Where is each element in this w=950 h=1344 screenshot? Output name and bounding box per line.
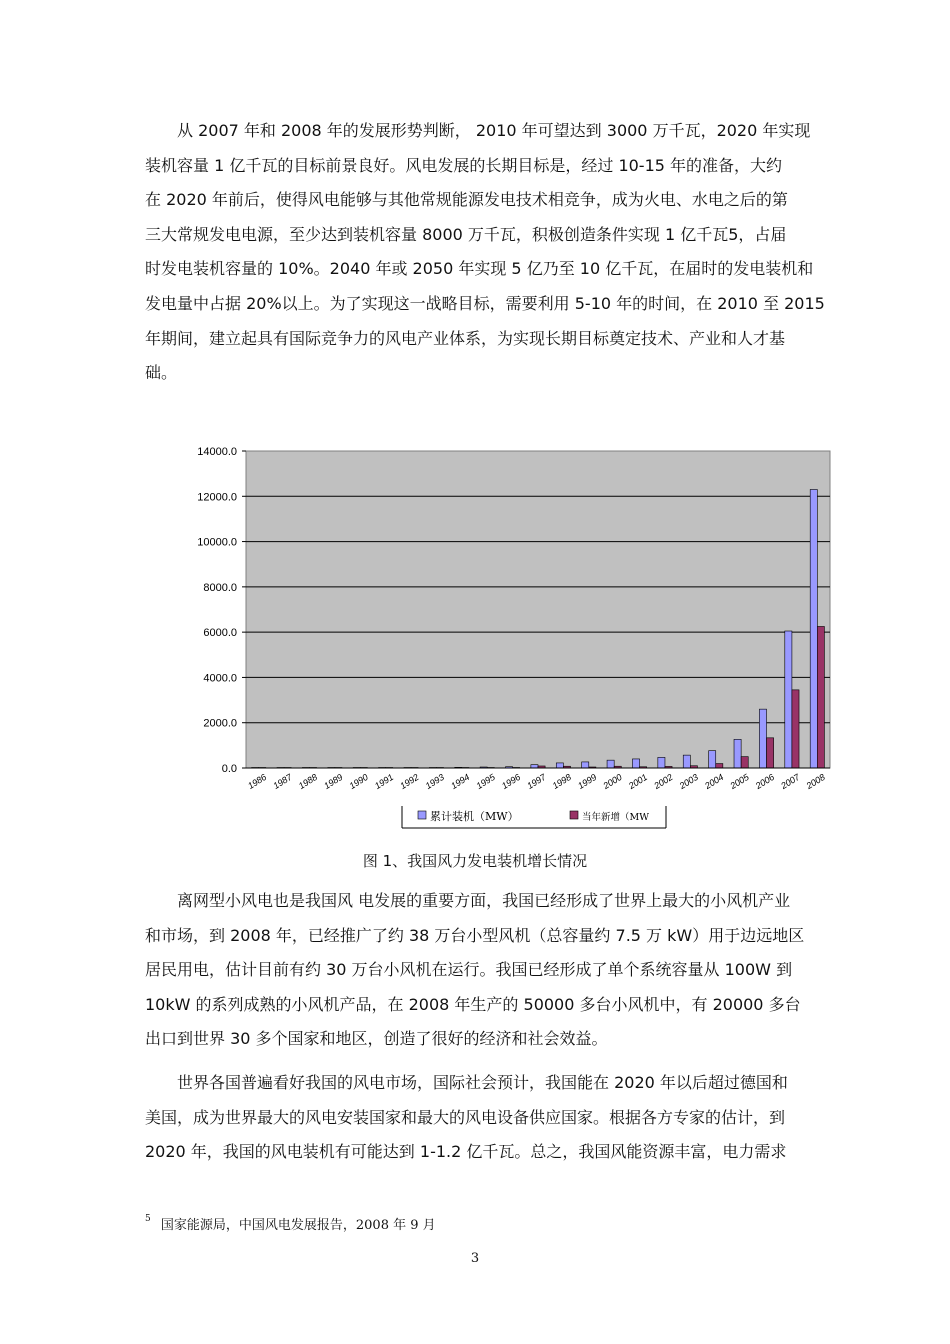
y-tick-label: 12000.0: [197, 491, 237, 504]
wind-capacity-bar-chart: [180, 438, 840, 838]
x-tick-label: 2004: [703, 771, 726, 792]
plot-area: [246, 451, 830, 768]
x-tick-label: 2003: [677, 771, 700, 792]
x-tick-label: 1997: [525, 771, 548, 792]
bar-cumulative: [759, 709, 766, 768]
text-line: 世界各国普遍看好我国的风电市场，国际社会预计，我国能在 2020 年以后超过德国和: [177, 1073, 788, 1092]
x-tick-label: 1999: [576, 771, 599, 792]
bar-cumulative: [632, 759, 639, 768]
x-tick-label: 1991: [372, 771, 396, 792]
text-line: 在 2020 年前后，使得风电能够与其他常规能源发电技术相竞争，成为火电、水电之后的第: [145, 190, 788, 210]
bar-cumulative: [683, 755, 690, 768]
bar-cumulative: [709, 751, 716, 768]
y-tick-label: 0.0: [221, 763, 237, 775]
bar-cumulative: [810, 489, 817, 768]
x-tick-label: 2001: [626, 771, 650, 792]
x-tick-label: 1998: [550, 771, 573, 792]
y-tick-label: 4000.0: [203, 672, 237, 685]
paragraph-1: [145, 114, 825, 391]
y-tick-label: 8000.0: [203, 581, 237, 594]
bar-cumulative: [607, 760, 614, 768]
bar-cumulative: [658, 757, 665, 768]
bar-cumulative: [556, 763, 563, 768]
y-tick-label: 2000.0: [203, 717, 237, 730]
y-tick-label: 14000.0: [197, 446, 237, 458]
x-tick-label: 2000: [601, 771, 624, 792]
legend-label-new: 当年新增（MW: [582, 812, 649, 823]
y-tick-label: 10000.0: [197, 536, 237, 549]
page-number: 3: [470, 1251, 480, 1266]
bar-new: [741, 757, 748, 768]
x-tick-label: 1987: [271, 771, 294, 792]
x-tick-label: 2006: [753, 771, 777, 792]
text-line: 居民用电，估计目前有约 30 万台小风机在运行。我国已经形成了单个系统容量从 100W 到: [145, 960, 793, 980]
bar-cumulative: [582, 762, 589, 768]
x-tick-label: 2002: [652, 771, 675, 792]
x-tick-label: 1989: [322, 771, 345, 792]
bar-new: [716, 764, 723, 768]
legend-swatch-cumulative: [418, 811, 426, 819]
text-line: 美国，成为世界最大的风电安装国家和最大的风电设备供应国家。根据各方专家的估计，到: [145, 1107, 786, 1127]
x-tick-label: 1990: [347, 771, 370, 792]
text-line: 出口到世界 30 多个国家和地区，创造了很好的经济和社会效益。: [145, 1029, 608, 1049]
footnote: [145, 1214, 436, 1233]
text-line: 装机容量 1 亿千瓦的目标前景良好。风电发展的长期目标是，经过 10-15 年的准备，大约: [145, 155, 783, 175]
x-tick-label: 1986: [245, 771, 269, 792]
x-tick-label: 2008: [804, 771, 827, 792]
bar-new: [792, 690, 799, 768]
bar-new: [767, 738, 774, 768]
x-tick-label: 1992: [398, 771, 421, 792]
text-line: 和市场，到 2008 年，已经推广了约 38 万台小型风机（总容量约 7.5 万 kW）用于边远地区: [145, 925, 805, 945]
bar-cumulative: [785, 631, 792, 768]
legend-label-cumulative: 累计装机（MW）: [430, 810, 519, 823]
text-line: 10kW 的系列成熟的小风机产品，在 2008 年生产的 50000 多台小风机中，有 20000 多台: [145, 994, 801, 1014]
figure-caption: 图 1、我国风力发电装机增长情况: [362, 852, 588, 870]
text-line: 从 2007 年和 2008 年的发展形势判断， 2010 年可望达到 3000 万千瓦，2020 年实现: [177, 121, 811, 140]
x-tick-label: 2007: [779, 771, 802, 792]
text-line: 础。: [145, 363, 178, 383]
text-line: 离网型小风电也是我国风 电发展的重要方面，我国已经形成了世界上最大的小风机产业: [177, 891, 791, 910]
footnote-text: 国家能源局，中国风电发展报告，2008 年 9 月: [160, 1218, 436, 1233]
legend-swatch-new: [570, 811, 578, 819]
bar-cumulative: [734, 739, 741, 768]
footnote-mark: 5: [145, 1214, 151, 1224]
text-line: 时发电装机容量的 10%。2040 年或 2050 年实现 5 亿乃至 10 亿千瓦，在届时的发电装机和: [145, 259, 814, 279]
x-tick-label: 2005: [728, 771, 751, 792]
text-line: 年期间，建立起具有国际竞争力的风电产业体系，为实现长期目标奠定技术、产业和人才基: [145, 328, 786, 348]
x-tick-label: 1994: [449, 771, 472, 792]
text-line: 2020 年，我国的风电装机有可能达到 1-1.2 亿千瓦。总之，我国风能资源丰富，电力需求: [145, 1142, 787, 1162]
paragraph-2: [145, 884, 807, 1057]
x-tick-label: 1988: [296, 771, 320, 792]
x-tick-label: 1993: [423, 771, 446, 792]
x-tick-label: 1995: [474, 771, 497, 792]
bar-new: [817, 626, 824, 768]
text-line: 三大常规发电电源，至少达到装机容量 8000 万千瓦，积极创造条件实现 1 亿千瓦5，占届: [145, 224, 787, 244]
y-tick-label: 6000.0: [203, 627, 237, 640]
paragraph-3: [145, 1066, 807, 1170]
text-line: 发电量中占据 20%以上。为了实现这一战略目标，需要利用 5-10 年的时间，在 2010 至 2015: [145, 293, 825, 313]
x-tick-label: 1996: [499, 771, 523, 792]
